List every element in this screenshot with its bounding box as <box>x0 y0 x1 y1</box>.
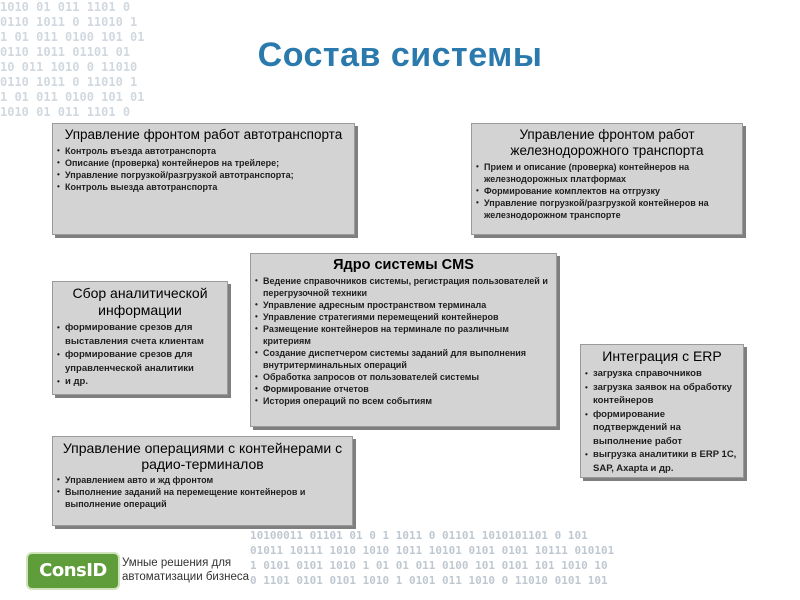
list-item: • Создание диспетчером системы заданий для выполнения внутритерминальных операций <box>255 347 552 371</box>
brand-tagline <box>122 556 249 584</box>
core-cms-box <box>250 253 557 427</box>
footer-brand <box>20 545 280 595</box>
analytics-title: Сбор аналитической информации <box>72 285 208 318</box>
erp-integration-title: Интеграция с ERP <box>602 348 722 364</box>
list-item: • загрузка справочников <box>585 367 739 381</box>
core-cms-list <box>255 275 552 407</box>
binary-decoration-top: 1010 01 011 1101 0 0110 1011 0 11010 1 1 01 011 0100 101 01 0110 1011 01101 01 10 011 1010 0 11010 0110 1011 0 11010 1 1 01 011 0100 101 01 1010 01 011 1101 0 <box>0 0 145 119</box>
list-item: • Ведение справочников системы, регистрация пользователей и перегрузочной техники <box>255 275 552 299</box>
list-item: • Формирование отчетов <box>255 383 552 395</box>
list-item: • Формирование комплектов на отгрузку <box>476 185 738 197</box>
list-item: • Контроль въезда автотранспорта <box>57 145 350 157</box>
rail-transport-box <box>471 123 743 235</box>
list-item: • и др. <box>57 375 223 389</box>
radio-terminal-box <box>52 436 353 526</box>
list-item: • формирование срезов для выставления счета клиентам <box>57 321 223 348</box>
auto-transport-title: Управление фронтом работ автотранспорта <box>64 127 343 142</box>
erp-integration-list <box>585 367 739 475</box>
rail-transport-title: Управление фронтом работ железнодорожного транспорта <box>510 127 704 158</box>
list-item: • Контроль выезда автотранспорта <box>57 181 350 193</box>
radio-terminal-list <box>57 474 348 510</box>
consid-logo: ConsID <box>26 552 120 590</box>
tagline-line-2: автоматизации бизнеса <box>122 571 249 583</box>
radio-terminal-title: Управление операциями с контейнерами с радио-терминалов <box>62 440 343 472</box>
list-item: • формирование подтверждений на выполнение работ <box>585 408 739 449</box>
binary-decoration-bottom: 10100011 01101 01 0 1 1011 0 01101 1010101101 0 101 01011 10111 1010 1010 1011 10101 0101 0101 10111 010101 1 0101 0101 1010 1 01 01 011 0100 101 0101 101 1010 10 0 1101 0101 0101 1010 1 0101 011 1010 0 11010 0101 101 <box>250 529 615 587</box>
tagline-line-1: Умные решения для <box>122 557 232 569</box>
list-item: • Управление погрузкой/разгрузкой автотранспорта; <box>57 169 350 181</box>
list-item: • выгрузка аналитики в ERP 1C, SAP, Axapta и др. <box>585 448 739 475</box>
list-item: • Описание (проверка) контейнеров на трейлере; <box>57 157 350 169</box>
auto-transport-box <box>52 123 355 235</box>
erp-integration-box <box>580 344 744 478</box>
list-item: • Управление адресным пространством терминала <box>255 299 552 311</box>
list-item: • История операций по всем событиям <box>255 395 552 407</box>
list-item: • Управлением авто и жд фронтом <box>57 474 348 486</box>
auto-transport-list <box>57 145 350 193</box>
list-item: • Выполнение заданий на перемещение контейнеров и выполнение операций <box>57 486 348 510</box>
page-title: Состав системы <box>257 36 543 74</box>
list-item: • Прием и описание (проверка) контейнеров на железнодорожных платформах <box>476 161 738 185</box>
list-item: • Управление стратегиями перемещений контейнеров <box>255 311 552 323</box>
core-cms-title: Ядро системы CMS <box>333 257 474 273</box>
list-item: • формирование срезов для управленческой аналитики <box>57 348 223 375</box>
analytics-box <box>52 281 228 395</box>
list-item: • Управление погрузкой/разгрузкой контейнеров на железнодорожном транспорте <box>476 197 738 221</box>
list-item: • Размещение контейнеров на терминале по различным критериям <box>255 323 552 347</box>
list-item: • Обработка запросов от пользователей системы <box>255 371 552 383</box>
rail-transport-list <box>476 161 738 221</box>
analytics-list <box>57 321 223 389</box>
list-item: • загрузка заявок на обработку контейнеров <box>585 381 739 408</box>
